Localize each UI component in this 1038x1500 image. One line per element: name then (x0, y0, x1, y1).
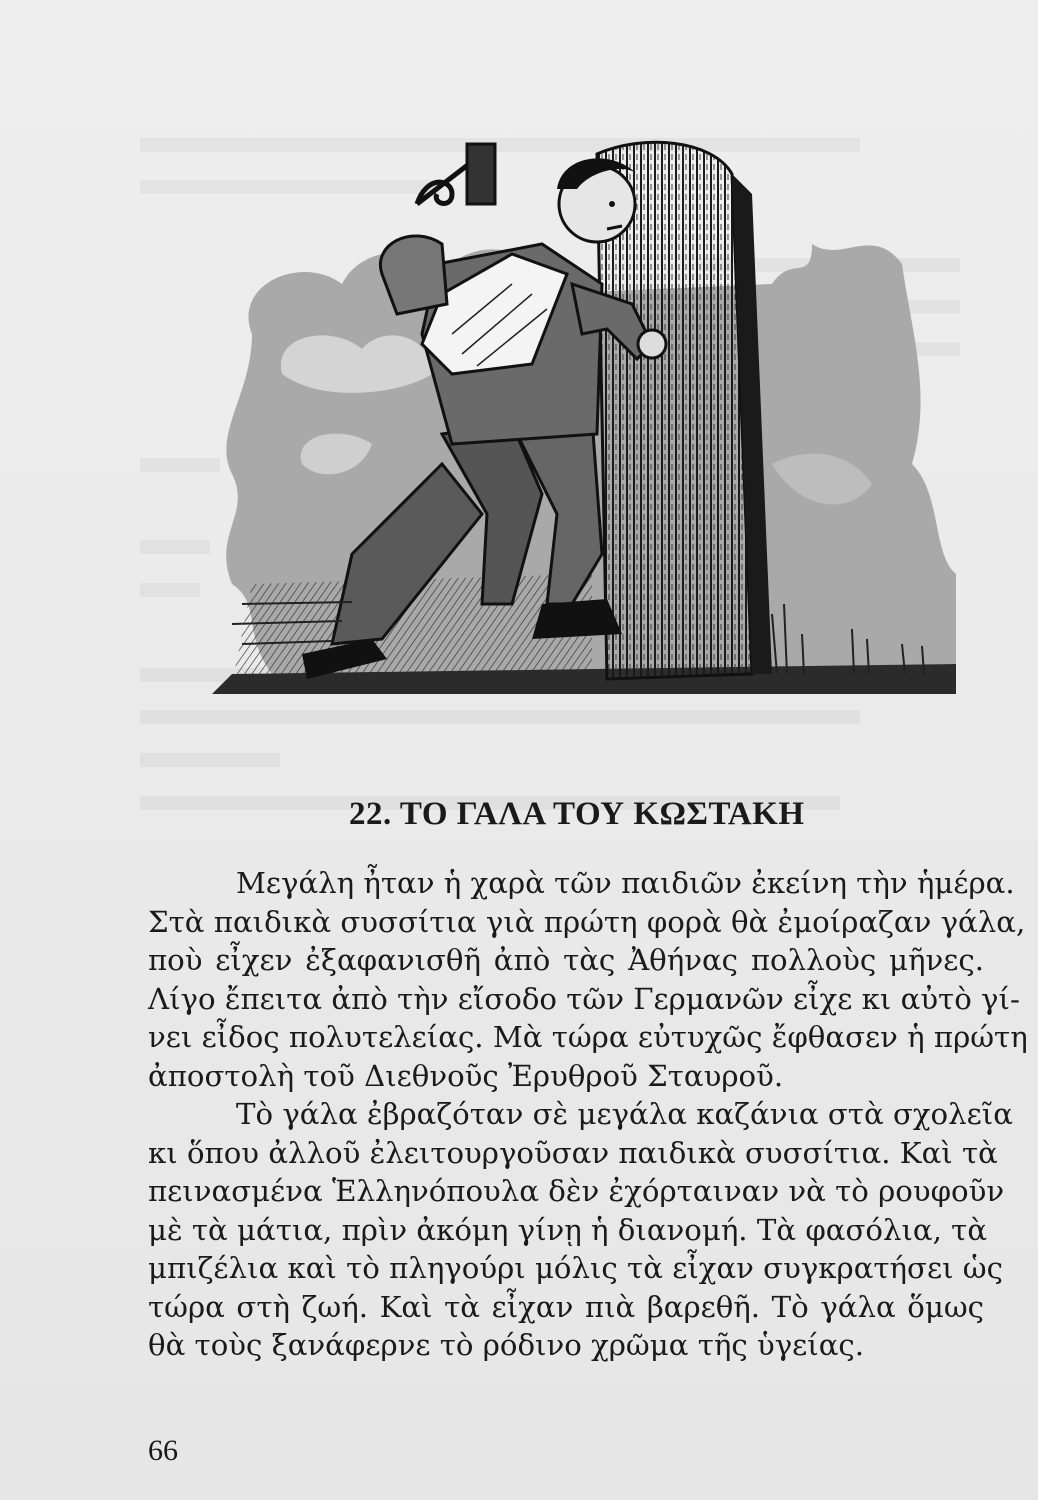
text-line: νει εἶδος πολυτελείας. Μὰ τώρα εὐτυχῶς ἔφθασεν ἡ πρώτη (148, 1020, 1028, 1054)
text-line: ποὺ εἶχεν ἐξαφανισθῆ ἀπὸ τὰς Ἀθήνας πολλοὺς μῆνες. (148, 943, 984, 977)
text-line: θὰ τοὺς ξανάφερνε τὸ ρόδινο χρῶμα τῆς ὑγείας. (148, 1328, 865, 1362)
page-number: 66 (148, 1434, 178, 1467)
lantern-bracket (417, 144, 495, 204)
text-line: Τὸ γάλα ἐβραζόταν σὲ μεγάλα καζάνια στὰ σχολεῖα (236, 1097, 1013, 1131)
text-line: μπιζέλια καὶ τὸ πληγούρι μόλις τὰ εἶχαν συγκρατήσει ὡς (148, 1251, 1003, 1285)
text-line: ἀποστολὴ τοῦ Διεθνοῦς Ἐρυθροῦ Σταυροῦ. (148, 1058, 784, 1093)
text-line: Μεγάλη ἦταν ἡ χαρὰ τῶν παιδιῶν ἐκείνη τὴν ἡμέρα. (236, 866, 1015, 900)
text-line: τώρα στὴ ζωή. Καὶ τὰ εἶχαν πιὰ βαρεθῆ. Τὸ γάλα ὅμως (148, 1289, 984, 1324)
illustration-boy-with-sling (212, 134, 956, 694)
text-line: πεινασμένα Ἑλληνόπουλα δὲν ἐχόρταιναν νὰ τὸ ρουφοῦν (148, 1174, 1005, 1208)
text-line: μὲ τὰ μάτια, πρὶν ἀκόμη γίνῃ ἡ διανομή. Τὰ φασόλια, τὰ (148, 1212, 988, 1247)
body-text (148, 864, 1028, 1365)
text-line: Στὰ παιδικὰ συσσίτια γιὰ πρώτη φορὰ θὰ ἐμοίραζαν γάλα, (148, 904, 1026, 939)
chapter-title: 22. ΤΟ ΓΑΛΑ ΤΟΥ ΚΩΣΤΑΚΗ (349, 796, 805, 832)
text-line: Λίγο ἔπειτα ἀπὸ τὴν εἴσοδο τῶν Γερμανῶν εἶχε κι αὐτὸ γί- (148, 981, 1020, 1016)
text-line: κι ὅπου ἀλλοῦ ἐλειτουργοῦσαν παιδικὰ συσσίτια. Καὶ τὰ (148, 1135, 998, 1170)
